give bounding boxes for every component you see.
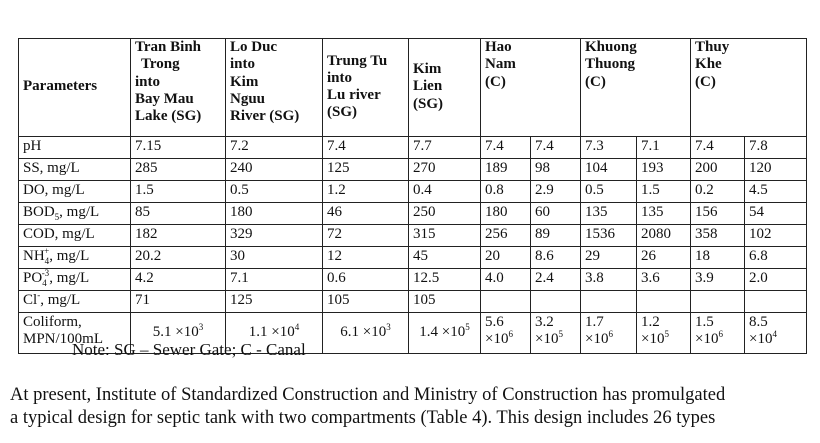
table-row <box>19 247 807 269</box>
parameter-cell: DO, mg/L <box>19 181 131 203</box>
coliform-value-cell: $1.1 \times 10^4$ <box>226 313 323 354</box>
value-cell: 98 <box>531 159 581 181</box>
value-cell: 315 <box>409 225 481 247</box>
value-cell: 180 <box>481 203 531 225</box>
value-cell: 358 <box>691 225 745 247</box>
coliform-value-cell: 8.5 $\times 10^4$ <box>745 313 807 354</box>
table-row <box>19 159 807 181</box>
value-cell <box>691 291 745 313</box>
value-cell: 200 <box>691 159 745 181</box>
value-cell: 1.2 <box>323 181 409 203</box>
value-cell: 104 <box>581 159 637 181</box>
paragraph-line: At present, Institute of Standardized Construction and Ministry of Construction has promulgated <box>10 385 726 405</box>
value-cell: 193 <box>637 159 691 181</box>
table-row <box>19 203 807 225</box>
value-cell: 7.4 <box>481 137 531 159</box>
parameter-cell: $PO_4^{-3}$, mg/L <box>19 269 131 291</box>
value-cell: 12 <box>323 247 409 269</box>
value-cell <box>745 291 807 313</box>
value-cell: 135 <box>581 203 637 225</box>
value-cell: 0.6 <box>323 269 409 291</box>
parameter-cell: $NH_4^+$, mg/L <box>19 247 131 269</box>
value-cell: 71 <box>131 291 226 313</box>
table-row <box>19 291 807 313</box>
value-cell: 1536 <box>581 225 637 247</box>
coliform-value-cell: $5.1 \times 10^3$ <box>131 313 226 354</box>
value-cell: 189 <box>481 159 531 181</box>
value-cell: 20 <box>481 247 531 269</box>
value-cell: 3.9 <box>691 269 745 291</box>
value-cell: 125 <box>323 159 409 181</box>
coliform-value-cell: 1.5 $\times 10^6$ <box>691 313 745 354</box>
value-cell: 1.5 <box>637 181 691 203</box>
header-lo-duc: Lo Duc into Kim Nguu River (SG) <box>226 39 323 137</box>
value-cell: 20.2 <box>131 247 226 269</box>
table-row <box>19 181 807 203</box>
value-cell: 1.5 <box>131 181 226 203</box>
value-cell: 7.2 <box>226 137 323 159</box>
coliform-value-cell: $6.1 \times 10^3$ <box>323 313 409 354</box>
parameter-cell: COD, mg/L <box>19 225 131 247</box>
value-cell: 26 <box>637 247 691 269</box>
header-thuy-khe: Thuy Khe (C) <box>691 39 807 137</box>
value-cell: 60 <box>531 203 581 225</box>
value-cell: 329 <box>226 225 323 247</box>
parameter-cell: pH <box>19 137 131 159</box>
header-khuong-thuong: Khuong Thuong (C) <box>581 39 691 137</box>
value-cell: 4.5 <box>745 181 807 203</box>
value-cell: 7.8 <box>745 137 807 159</box>
value-cell: 180 <box>226 203 323 225</box>
value-cell: 4.0 <box>481 269 531 291</box>
value-cell: 256 <box>481 225 531 247</box>
value-cell: 102 <box>745 225 807 247</box>
value-cell: 2.9 <box>531 181 581 203</box>
value-cell: 105 <box>409 291 481 313</box>
header-trung-tu: Trung Tu into Lu river (SG) <box>323 39 409 137</box>
table-body <box>19 137 807 354</box>
parameter-cell: SS, mg/L <box>19 159 131 181</box>
value-cell: 0.4 <box>409 181 481 203</box>
value-cell: 182 <box>131 225 226 247</box>
value-cell: 7.4 <box>691 137 745 159</box>
value-cell: 12.5 <box>409 269 481 291</box>
header-row <box>19 39 807 137</box>
coliform-value-cell: 1.7 $\times 10^6$ <box>581 313 637 354</box>
table-row <box>19 269 807 291</box>
value-cell: 285 <box>131 159 226 181</box>
coliform-value-cell: 3.2 $\times 10^5$ <box>531 313 581 354</box>
value-cell: 240 <box>226 159 323 181</box>
table-note: Note: SG – Sewer Gate; C - Canal <box>72 340 306 359</box>
value-cell: 8.6 <box>531 247 581 269</box>
value-cell: 18 <box>691 247 745 269</box>
value-cell: 30 <box>226 247 323 269</box>
table-row <box>19 137 807 159</box>
value-cell: 7.7 <box>409 137 481 159</box>
parameter-cell: Cl-, mg/L <box>19 291 131 313</box>
value-cell: 0.5 <box>581 181 637 203</box>
value-cell: 72 <box>323 225 409 247</box>
parameter-cell: $BOD_5$, mg/L <box>19 203 131 225</box>
value-cell: 2.0 <box>745 269 807 291</box>
value-cell: 7.1 <box>226 269 323 291</box>
table-row <box>19 225 807 247</box>
value-cell: 0.5 <box>226 181 323 203</box>
header-parameters: Parameters <box>19 39 131 137</box>
value-cell: 29 <box>581 247 637 269</box>
value-cell: 3.6 <box>637 269 691 291</box>
value-cell: 270 <box>409 159 481 181</box>
value-cell: 7.3 <box>581 137 637 159</box>
value-cell: 46 <box>323 203 409 225</box>
value-cell: 135 <box>637 203 691 225</box>
value-cell: 7.4 <box>531 137 581 159</box>
value-cell: 125 <box>226 291 323 313</box>
value-cell: 45 <box>409 247 481 269</box>
value-cell: 54 <box>745 203 807 225</box>
value-cell: 4.2 <box>131 269 226 291</box>
value-cell: 156 <box>691 203 745 225</box>
water-quality-table <box>18 38 807 354</box>
value-cell: 2080 <box>637 225 691 247</box>
coliform-value-cell: 1.2 $\times 10^5$ <box>637 313 691 354</box>
value-cell: 7.1 <box>637 137 691 159</box>
header-kim-lien: Kim Lien (SG) <box>409 39 481 137</box>
body-paragraph <box>10 384 810 430</box>
paragraph-line: a typical design for septic tank with two compartments (Table 4). This design includes 26 types <box>10 408 716 428</box>
value-cell: 89 <box>531 225 581 247</box>
value-cell <box>531 291 581 313</box>
value-cell <box>481 291 531 313</box>
value-cell: 2.4 <box>531 269 581 291</box>
value-cell: 3.8 <box>581 269 637 291</box>
value-cell <box>581 291 637 313</box>
value-cell: 7.4 <box>323 137 409 159</box>
water-quality-table-container <box>18 38 806 354</box>
coliform-value-cell: 5.6 $\times 10^6$ <box>481 313 531 354</box>
value-cell: 0.2 <box>691 181 745 203</box>
value-cell: 0.8 <box>481 181 531 203</box>
value-cell: 85 <box>131 203 226 225</box>
coliform-param-cell: Coliform, MPN/100mL <box>19 313 131 354</box>
coliform-value-cell: $1.4 \times 10^5$ <box>409 313 481 354</box>
header-tran-binh: Tran Binh Trong into Bay Mau Lake (SG) <box>131 39 226 137</box>
value-cell: 250 <box>409 203 481 225</box>
header-hao-nam: Hao Nam (C) <box>481 39 581 137</box>
value-cell: 105 <box>323 291 409 313</box>
value-cell: 6.8 <box>745 247 807 269</box>
value-cell: 120 <box>745 159 807 181</box>
value-cell: 7.15 <box>131 137 226 159</box>
value-cell <box>637 291 691 313</box>
